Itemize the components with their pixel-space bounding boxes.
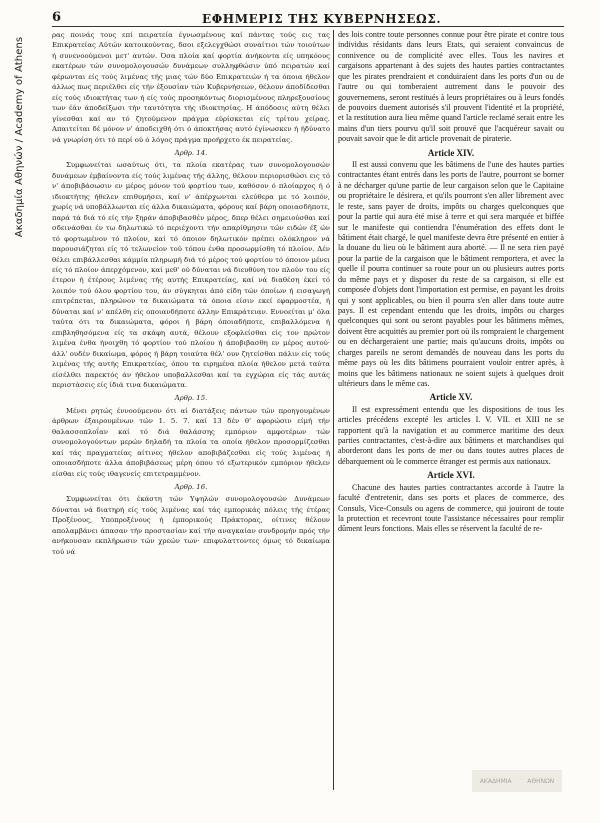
- library-watermark-stamp: [472, 770, 562, 792]
- greek-paragraph-2: Συμφωνείται ωσαύτως ότι, τα πλοία εκατέρας των συνομολογουσών δυνάμεων έμβαίνοντα είς τούς λιμένας τής άλλης, θέλουν περιορισθώσι εις τό ν' άποβιβάσωσιν εν μέρος μόνον τού φορτίου των, καθόσον ό πλοίαρχος ή ό ιδιοκτήτης ήθελεν επιθυμήσει, καί ν' άπέρχωνται ελεύθερα με τό λοιπόν, χωρίς νά υποβάλλωνται είς άλλα δικαιώματα, φόρους καί βάρη οποιασδήποτε, παρά τά διά τό είς τήν ξηράν άποβιβασθέν μέρος, δπερ θέλει σημειούσθαι καί σδεινάσθαι έν τω δηλωτικώ τό περιέχοντι τήν απαρίθμησιν τών ειδών έξ ών τό φορτωμένον τό πλοίον, καί τό όποιον δηλωτικόν πρέπει ολόκληρον νά παρουσιάζηται είς τό τελωνείον τού τόπου ένθα προσωρμίσθη τό πλοίον. Δέν θέλει επιβάλλεσθαι κάμμία πληρωμή διά τό μέρος τού φορτίου τό όποιον μένει είς τό πλοίον άπερχόμενον, καί μεθ' ού δύναται νά διευθύνη τον πλούν του είς έτερον ή έτέρους λιμένας τής αυτής Επικρατείας, καί νά διαθέση έκεί τό λοιπόν τού όλου φορτίου του, άν σύγκηται άπό είδη τών όποίων ή εισαγωγή επιτρέπεται, πληρώνον τα δικαιώματα τά όποια είσιν εκεί εφαρμοστέα, ή δύναται καί ν' απέλθη είς οποιανδήποτε άλλην Επικράτειαν. Εννοείται μ' όλα ταύτα ότι τα δικαιώματα, φόροι ή βάρη όποιαδήποτε, επιβαλλόμενα ή επιβληθησόμενα είς τα σκάφη αυτά, θέλουν εξοφλείσθαι είς τον πρώτον λιμένα ένθα ήνοιχθη τό φορτίον τού πλοίου ή άποβιβασθη εν μέρος αυτού· άλλ' ουδέν δικαίωμα, φόρος ή βάρη τοιαύτα θέλ' ουν ζητείσθαι πάλιν είς τούς λιμένας τής αυτής Επικρατείας, όπου τα ειρημένα πλοία ήθελον μετά ταύτα είσέλθει παρεκτός άν ήθελον υποβαλλεσθαι καί τα εγχώρια είς τάς αυτάς περιστάσεις είς ίδιά τινα δικαιώματα.: [52, 161, 330, 389]
- stamp-left-text: ΑΚΑΔΗΜΙΑ: [479, 777, 512, 785]
- column-divider: [333, 30, 334, 790]
- greek-article-15-heading: Άρθρ. 15.: [174, 394, 208, 403]
- french-column: [338, 30, 564, 795]
- greek-paragraph-4: Συμφωνείται ότι έκάστη τών Υψηλών συνομολογουσών Δυνάμεων δύναται νά διατηρή είς τούς λιμένας καί τάς εμπορικάς πόλεις τής έτέρας Προξένους, Υποπροξένους ή έμπορικούς Πράκτορας, οίτινες θέλουν απολαμβάνει άπασαν τήν προστασίαν καί τήν αναγκαίαν συνδρομήν πρός τήν ανήκουσαν εκπλήρωσιν τών χρεών των· επιφυλαττοντες όμως τό δικαίωμα τού νά: [52, 495, 330, 556]
- greek-paragraph-1: ρας ποινάς τους επί πειρατεία έγνωσμένους καί πάντας τούς εις τας Επικρατείας Αύτών κατοικούντας, δσοι εξελεγχθώσι συναίτιοι τών τοιούτων ή συνενοούμενοι μετ' αυτών. Όσα πλοία καί φορτία άνήκοντα είς υπηκόους εκατέρων τών συνομολογουσών δυνάμεων συλληφθώσιν ύπό πειρατών καί φέρωνται είς τούς λιμένας τής μιας τών δύο Επικρατειών ή τα όποια ήθελον άλλως πως περιέλθει είς τήν έξουσίαν τών Κυβερνήσεων, θέλουν άποδίδεσθαι είς τούς ιδιοκτήτας των ή είς τούς προσηκόντως διορισμένους πληρεξουσίους των έάν άποδείξωσι τήν ταυτότητα τής ιδιοκτησίας. Η άπόδοσις αύτη θέλει γίνεσθαι καί αν τό ζητούμενον πράγμα εύρίσκεται είς τρίτου χείρας. Απαιτείται δέ μόνον ν' άποδειχθή ότι ό άποκτήσας αυτό έγίνωσκεν ή ήδύνατο νά γνωρίση ότι τό περί ού ό λόγος πράγμα προήρχετο έκ πειρατείας.: [52, 31, 330, 144]
- journal-title: ΕΦΗΜΕΡΙΣ ΤΗΣ ΚΥΒΕΡΝΗΣΕΩΣ.: [202, 12, 442, 26]
- french-article-14-heading: Article XIV.: [427, 147, 475, 158]
- greek-column: [52, 30, 330, 795]
- french-article-16-heading: Article XVI.: [427, 470, 475, 481]
- french-article-15-heading: Article XV.: [429, 392, 473, 403]
- french-paragraph-1: des lois contre toute personnes connue pour être pirate et contre tous individus résidants dans leurs Etats, qui seraient convaincus de connivence ou de complicité avec elles. Tous les navires et cargaisons appartenant à des sujets des hautes parties contractantes que les pirates prendraient et conduiraient dans les ports d'un ou de l'autre ou qui tomberaient autrement dans le pouvoir des gouvernemens, seront restitués à leurs propriétaires ou à leurs fondés de pouvoirs duement autorisés s'il prouvent l'identité et la propriété, et la restitution aura lieu même quand l'article reclamé serait entre les mains d'un tiers pourvu qu'il soit prouvé que l'acquéreur savait ou pouvait savoir que le dit article provenait de piraterie.: [338, 30, 564, 144]
- greek-article-16-heading: Άρθρ. 16.: [174, 483, 208, 492]
- page-number: 6: [52, 10, 62, 25]
- french-paragraph-2: Il est aussi convenu que les bâtimens de l'une des hautes parties contractantes étant entrés dans les ports de l'autre, pourront se borner à ne décharger qu'une partie de leur cargaison selon que le Capitaine ou propriétaire le désirera, et qu'ils pourront s'en aller librement avec le reste, sans payer de droits, impôts ou charges quelconques que pour la partie qui aura été mise à terre et qui sera marquée et biffée sur le manifeste qui contiendra l'énumération des effets dont le bâtiment était chargé, le quel manifeste devra être présenté en entier à la douane du lieu où le bâtiment aura aborté. — Il ne sera rien payé pour la partie de la cargaison que le bâtiment remportera, et avec la quelle il pourra continuer sa route pour un ou plusieurs autres ports du même pays et y disposer du reste de sa cargaison, si elle est composée d'objets dont l'importation est permise, en payant les droits qui y sont applicables, ou bien il pourra s'en aller dans toute autre pays. Il est cependant entendu que les droits, impôts ou charges quelconques qui sont ou seront payables pour les bâtimens mêmes, doivent être acquittés au premier port où ils rompraient le chargement ou en déchargeraient une partie; mais qu'aucuns droits, impôts ou charges pareils ne seront demandés de nouveau dans les ports du même pays où les dits bâtimens pourraient vouloir entrer après, à moins que les bâtimens nationaux ne soient sujets à quelques droit ultérieurs dans le même cas.: [338, 160, 564, 388]
- greek-article-14-heading: Άρθρ. 14.: [174, 148, 208, 157]
- greek-paragraph-3: Μένει ρητώς έννοούμενον ότι αί διατάξεις πάντων τών προηγουμένων άρθρων έξαιρουμένων τών 1. 5. 7. καί 13 δέν θ' αφορώσιν είμή τήν θαλασσοπλοΐαν καί τό διά θαλάσσης εμπόριον αμφοτέρων τών συνομολογούντων μερών δηλαδή τα πλοία τα οποία ήθελον προσορμίζεσθαι καί τάς πραγματείας αίτινες ήθελον αποβιβάζεσθαι είς τούς λιμένας ή οποιασδήποτε άλλα άποβιβάσεως μέρη όπου τό εξωτερικόν εμπόριον ήθελεν είσθαι είς τούς ιθαγενείς επιτετραμμένον.: [52, 406, 330, 478]
- header-rule: [52, 26, 564, 27]
- archive-side-stamp: Ακαδημία Αθηνών / Academy of Athens: [14, 36, 25, 238]
- french-paragraph-3: Il est expressément entendu que les dispositions de tous les articles précédens excepté les articles I. V. VII. et XIII ne se rapportent qu'à la navigation et au commerce maritime des deux parties contractantes, c'est-à-dire aux bâtimens et marchandises qui aborderont dans les ports de mer ou dans toutes autres places de débarquement où le commerce étranger est permis aux nationaux.: [338, 404, 564, 466]
- french-paragraph-4: Chacune des hautes parties contractantes accorde à l'autre la faculté d'entretenir, dans ses ports et places de commerce, des Consuls, Vice-Consuls ou agens de commerce, qui jouiront de toute la protection et recevront toute l'assistance nécessaires pour remplir dûment leurs fonctions. Mais elles se réservent la faculté de re-: [338, 482, 564, 534]
- stamp-right-text: ΑΘΗΝΩΝ: [527, 777, 555, 785]
